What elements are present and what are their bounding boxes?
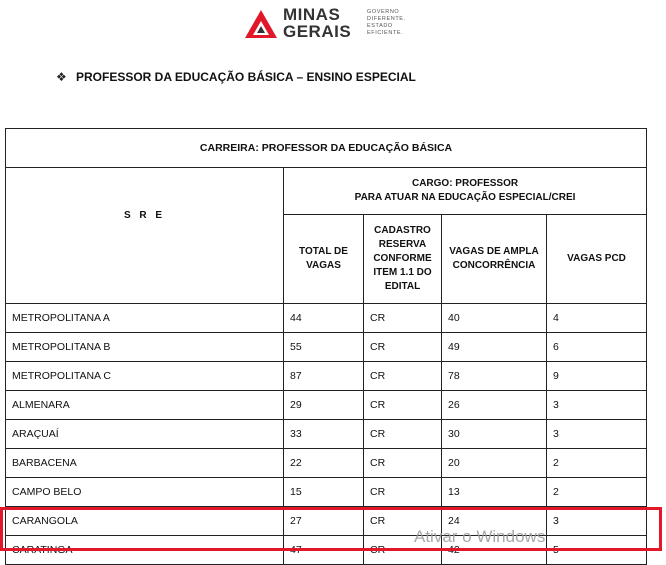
sre-header: S R E [6,168,284,304]
total-cell: 33 [284,420,364,449]
diamond-bullet-icon: ❖ [56,70,67,84]
pcd-cell: 6 [547,333,647,362]
ampla-cell: 49 [442,333,547,362]
table-row [6,536,647,565]
ampla-cell: 24 [442,507,547,536]
cadastro-cell: CR [364,449,442,478]
logo-triangle-icon [245,10,277,38]
total-cell: 22 [284,449,364,478]
table-row [6,478,647,507]
ampla-cell: 40 [442,304,547,333]
table-row [6,304,647,333]
cadastro-cell: CR [364,507,442,536]
cadastro-cell: CR [364,420,442,449]
ampla-cell: 13 [442,478,547,507]
cargo-header: CARGO: PROFESSOR PARA ATUAR NA EDUCAÇÃO ESPECIAL/CREI [284,168,647,215]
table-row [6,333,647,362]
sre-cell: CARATINGA [6,536,284,565]
ampla-cell: 20 [442,449,547,478]
sre-cell: BARBACENA [6,449,284,478]
career-title: CARREIRA: PROFESSOR DA EDUCAÇÃO BÁSICA [6,129,647,168]
total-cell: 47 [284,536,364,565]
section-heading [56,70,416,84]
total-cell: 44 [284,304,364,333]
table-row [6,507,647,536]
total-cell: 87 [284,362,364,391]
sre-cell: CAMPO BELO [6,478,284,507]
column-header-total: TOTAL DE VAGAS [284,215,364,304]
sre-cell: CARANGOLA [6,507,284,536]
pcd-cell: 4 [547,304,647,333]
cadastro-cell: CR [364,536,442,565]
pcd-cell: 3 [547,391,647,420]
cadastro-cell: CR [364,304,442,333]
logo-tagline: GOVERNO DIFERENTE. ESTADO EFICIENTE. [367,9,406,36]
table-row [6,362,647,391]
ampla-cell: 42 [442,536,547,565]
vacancies-table-wrapper [5,128,646,565]
ampla-cell: 30 [442,420,547,449]
table-row [6,420,647,449]
sre-cell: ALMENARA [6,391,284,420]
column-header-cadastro: CADASTRO RESERVA CONFORME ITEM 1.1 DO EDITAL [364,215,442,304]
table-row [6,391,647,420]
ampla-cell: 26 [442,391,547,420]
logo-wordmark: MINAS GERAIS [283,5,352,41]
ampla-cell: 78 [442,362,547,391]
cadastro-cell: CR [364,333,442,362]
pcd-cell: 2 [547,449,647,478]
table-row [6,449,647,478]
pcd-cell: 3 [547,420,647,449]
sre-cell: METROPOLITANA C [6,362,284,391]
pcd-cell: 3 [547,507,647,536]
total-cell: 29 [284,391,364,420]
column-header-pcd: VAGAS PCD [547,215,647,304]
sre-cell: ARAÇUAÍ [6,420,284,449]
vacancies-table [5,128,647,565]
total-cell: 55 [284,333,364,362]
pcd-cell: 5 [547,536,647,565]
cadastro-cell: CR [364,478,442,507]
total-cell: 15 [284,478,364,507]
sre-cell: METROPOLITANA B [6,333,284,362]
windows-activation-watermark: Ativar o Windows [414,527,546,546]
cadastro-cell: CR [364,362,442,391]
column-header-ampla: VAGAS DE AMPLA CONCORRÊNCIA [442,215,547,304]
cadastro-cell: CR [364,391,442,420]
pcd-cell: 2 [547,478,647,507]
pcd-cell: 9 [547,362,647,391]
table-body [6,304,647,565]
sre-cell: METROPOLITANA A [6,304,284,333]
total-cell: 27 [284,507,364,536]
heading-text: PROFESSOR DA EDUCAÇÃO BÁSICA – ENSINO ESPECIAL [76,70,416,84]
